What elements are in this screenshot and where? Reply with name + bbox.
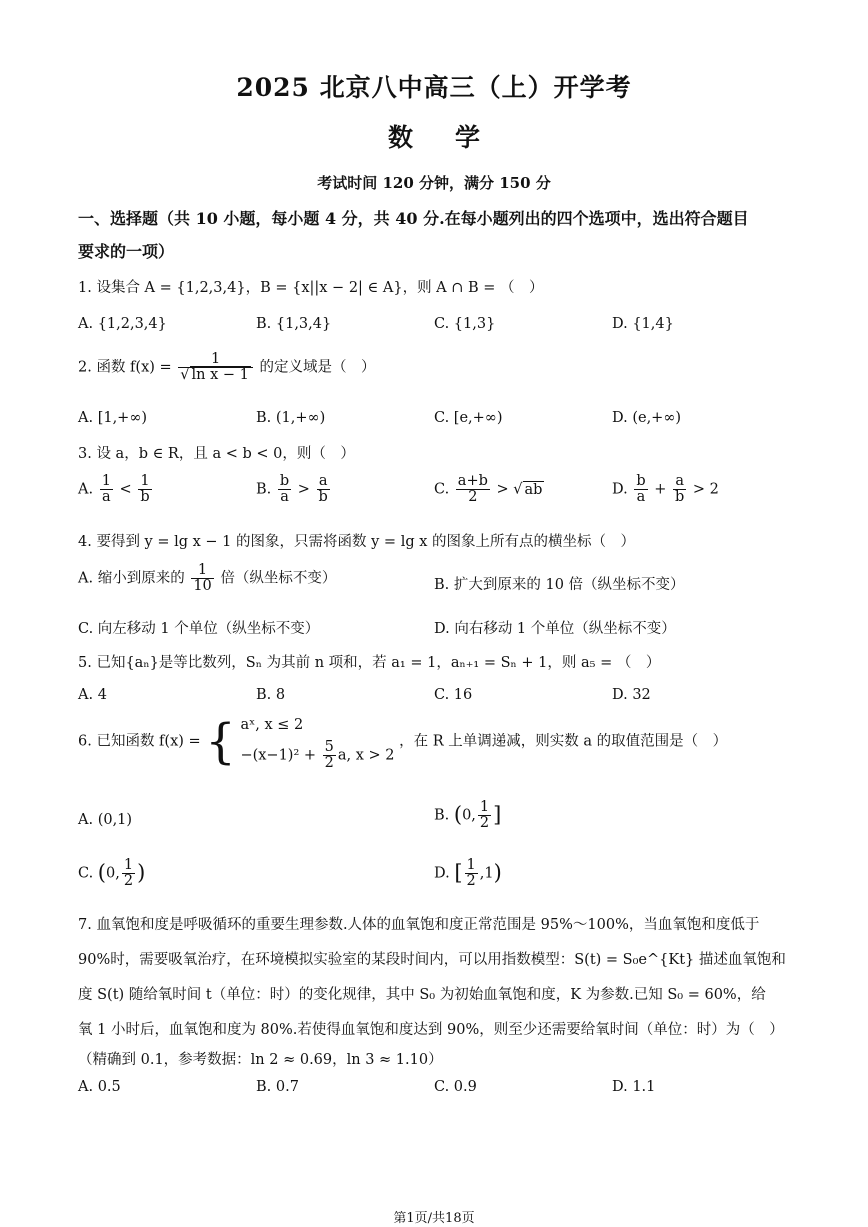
fraction [138, 474, 151, 505]
question-6-option-a: A. (0,1) [78, 812, 133, 828]
fraction [673, 474, 686, 505]
question-6-option-c [78, 858, 145, 889]
fraction [317, 474, 330, 505]
case-2-post: a, x > 2 [337, 747, 395, 764]
section-heading-line2: 要求的一项） [78, 242, 175, 261]
numerator: 1 [138, 474, 151, 490]
case-2 [240, 740, 394, 771]
option-text: A. 缩小到原来的 [78, 570, 185, 587]
question-7-line-4: 氧 1 小时后，血氧饱和度为 80%.若使得血氧饱和度达到 90%，则至少还需要给氧时间（单位：时）为（ ） [78, 1022, 784, 1038]
option-label: C. [78, 865, 94, 882]
fraction [478, 800, 491, 831]
option-label: B. [256, 481, 272, 498]
question-7-line-5: （精确到 0.1，参考数据：ln 2 ≈ 0.69，ln 3 ≈ 1.10） [78, 1052, 443, 1068]
numerator: b [636, 473, 646, 489]
denominator: 2 [468, 489, 478, 506]
question-5-option-c: C. 16 [434, 687, 473, 703]
left-bracket: ( [453, 802, 463, 827]
question-2-numerator: 1 [178, 352, 253, 368]
question-4-option-b: B. 扩大到原来的 10 倍（纵坐标不变） [434, 577, 685, 593]
denominator: a [280, 489, 289, 506]
question-2-prefix: 2. 函数 f(x) = [78, 359, 172, 376]
interval-start: 0, [462, 807, 476, 824]
fraction [323, 740, 336, 771]
question-4-stem: 4. 要得到 y = lg x − 1 的图象，只需将函数 y = lg x 的图象上所有点的横坐标（ ） [78, 534, 636, 550]
case-1: aˣ, x ≤ 2 [240, 717, 304, 733]
denominator: b [140, 489, 150, 506]
question-5-option-a: A. 4 [78, 687, 107, 703]
option-label: C. [434, 481, 450, 498]
fraction [191, 563, 213, 594]
denominator: a [636, 489, 646, 506]
operator: > [297, 481, 310, 498]
numerator: 1 [191, 563, 213, 579]
question-1-option-b: B. {1,3,4} [256, 316, 332, 332]
option-label: D. [434, 865, 450, 882]
subject-title: 数学 [387, 123, 522, 152]
fraction [122, 858, 135, 889]
fraction [100, 474, 113, 505]
numerator: 1 [123, 857, 134, 873]
numerator: a [673, 474, 686, 490]
right-bracket: ] [493, 802, 502, 827]
question-2-option-a: A. [1,+∞) [78, 410, 148, 426]
left-bracket: [ [454, 860, 463, 885]
case-2-pre: −(x−1)² + [240, 747, 317, 764]
question-6-option-b [434, 800, 501, 831]
radicand: ab [524, 481, 543, 498]
question-2-option-d: D. (e,+∞) [612, 410, 682, 426]
denominator: 2 [466, 873, 476, 890]
denominator: b [318, 489, 328, 506]
fraction [465, 858, 478, 889]
page-number: 第1页/共18页 [393, 1211, 475, 1226]
operator: + [654, 481, 667, 498]
numerator: a [317, 474, 330, 490]
fraction [278, 474, 291, 505]
left-bracket: ( [97, 860, 106, 885]
numerator: 1 [466, 857, 476, 873]
question-1-option-c: C. {1,3} [434, 316, 496, 332]
question-7-option-c: C. 0.9 [434, 1079, 477, 1095]
question-3-option-b [256, 474, 332, 505]
question-5-stem: 5. 已知{aₙ}是等比数列，Sₙ 为其前 n 项和，若 a₁ = 1，aₙ₊₁ = Sₙ + 1，则 a₅ = （ ） [78, 655, 661, 671]
question-6-option-d [434, 858, 502, 889]
piecewise-cases [240, 712, 394, 771]
question-1-stem: 1. 设集合 A = {1,2,3,4}，B = {x||x − 2| ∈ A}，则 A ∩ B = （ ） [78, 280, 544, 296]
question-7-option-b: B. 0.7 [256, 1079, 299, 1095]
operator: > [496, 481, 509, 498]
denominator: 10 [193, 578, 212, 595]
question-2-denominator: √ ln x − 1 [180, 367, 249, 384]
question-3-option-c: C. $\frac{a+b}{2}$ > √ ab [434, 473, 543, 506]
time-note: 考试时间 120 分钟，满分 150 分 [317, 174, 551, 192]
option-text: 倍（纵坐标不变） [220, 570, 337, 587]
question-1-option-d: D. {1,4} [612, 316, 674, 332]
question-3-option-a [78, 474, 154, 505]
numerator: 1 [479, 799, 490, 815]
numerator: 5 [324, 738, 334, 755]
question-4-option-c: C. 向左移动 1 个单位（纵坐标不变） [78, 621, 320, 637]
question-5-option-d: D. 32 [612, 687, 651, 703]
question-1-option-a: A. {1,2,3,4} [78, 316, 167, 332]
question-2-radicand: ln x − 1 [191, 367, 249, 384]
question-2-stem [78, 352, 376, 383]
interval-start: 0, [106, 865, 120, 882]
question-2-option-c: C. [e,+∞) [434, 410, 503, 426]
question-7-option-d: D. 1.1 [612, 1079, 656, 1095]
question-7-option-a: A. 0.5 [78, 1079, 121, 1095]
left-brace: { [205, 713, 236, 770]
option-label: B. [434, 807, 450, 824]
question-4-option-d: D. 向右移动 1 个单位（纵坐标不变） [434, 621, 676, 637]
question-7-line-1: 7. 血氧饱和度是呼吸循环的重要生理参数.人体的血氧饱和度正常范围是 95%～100%，当血氧饱和度低于 [78, 917, 760, 933]
right-bracket: ) [137, 860, 146, 885]
question-2-fraction [178, 352, 253, 383]
option-label: D. [612, 481, 628, 498]
denominator: 2 [123, 873, 134, 890]
exam-title: 2025 北京八中高三（上）开学考 [236, 73, 632, 102]
question-7-line-2: 90%时，需要吸氧治疗，在环境模拟实验室的某段时间内，可以用指数模型：S(t) = S₀e^{Kt} 描述血氧饱和 [78, 952, 786, 968]
option-label: A. [78, 481, 94, 498]
fraction [456, 474, 490, 505]
denominator: 2 [324, 754, 334, 771]
denominator: b [675, 489, 685, 506]
question-4-option-a [78, 563, 336, 594]
fraction [634, 474, 647, 505]
denominator: a [101, 489, 111, 506]
operator: < [119, 481, 132, 498]
question-2-suffix: 的定义域是（ ） [259, 359, 376, 376]
question-3-stem: 3. 设 a，b ∈ R，且 a < b < 0，则（ ） [78, 446, 355, 462]
numerator: b [279, 473, 290, 489]
question-5-option-b: B. 8 [256, 687, 286, 703]
question-6-suffix: ，在 R 上单调递减，则实数 a 的取值范围是（ ） [399, 733, 728, 750]
numerator: 1 [101, 473, 111, 489]
denominator: 2 [479, 815, 490, 832]
inequality-tail: > 2 [692, 481, 719, 498]
question-6-prefix: 6. 已知函数 f(x) = [78, 733, 201, 750]
question-6-stem [78, 712, 727, 771]
numerator: a+b [457, 473, 488, 489]
interval-end: ,1 [479, 865, 494, 882]
question-3-option-d [612, 474, 719, 505]
question-7-line-3: 度 S(t) 随给氧时间 t（单位：时）的变化规律，其中 S₀ 为初始血氧饱和度，K 为参数.已知 S₀ = 60%，给 [78, 987, 766, 1003]
section-heading-line1: 一、选择题（共 10 小题，每小题 4 分，共 40 分.在每小题列出的四个选项中，选出符合题目 [78, 209, 749, 228]
question-2-option-b: B. (1,+∞) [256, 410, 326, 426]
right-bracket: ) [493, 860, 502, 885]
